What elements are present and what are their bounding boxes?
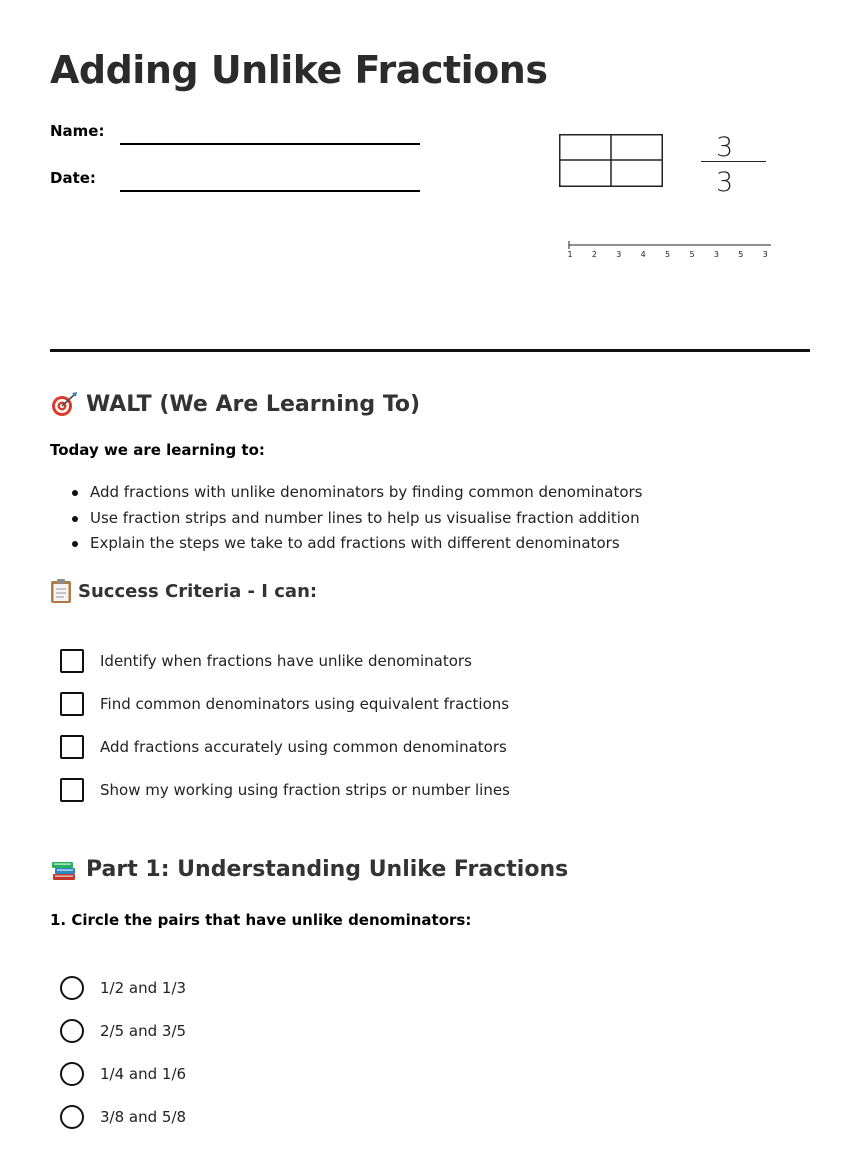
number-line-tick-label: 3	[616, 250, 622, 259]
number-line-image	[565, 238, 775, 262]
criteria-label: Show my working using fraction strips or number lines	[100, 781, 510, 799]
name-label: Name:	[50, 122, 105, 140]
success-criteria-heading	[50, 578, 317, 604]
option-label: 3/8 and 5/8	[100, 1108, 187, 1126]
criteria-checkbox[interactable]	[60, 649, 84, 673]
walt-heading	[50, 390, 420, 418]
criteria-row	[60, 734, 507, 760]
list-item: Use fraction strips and number lines to help us visualise fraction addition	[50, 508, 642, 534]
number-line-tick-label: 5	[738, 250, 744, 259]
number-line-tick-label: 3	[762, 250, 768, 259]
clipboard-icon	[50, 578, 72, 604]
fraction-denominator: 3	[716, 167, 734, 198]
walt-list	[50, 482, 642, 559]
number-line-tick-label: 2	[591, 250, 597, 259]
criteria-row	[60, 777, 510, 803]
page-title: Adding Unlike Fractions	[50, 48, 548, 92]
part1-heading	[50, 855, 568, 883]
bullet-icon	[72, 541, 78, 547]
number-line-tick-label: 5	[665, 250, 671, 259]
walt-heading-text: WALT (We Are Learning To)	[86, 391, 421, 417]
number-line-tick-label: 5	[689, 250, 695, 259]
bullet-icon	[72, 490, 78, 496]
option-circle[interactable]	[60, 1105, 84, 1129]
date-label: Date:	[50, 169, 96, 187]
criteria-label: Add fractions accurately using common denominators	[100, 738, 507, 756]
option-circle[interactable]	[60, 1062, 84, 1086]
option-circle[interactable]	[60, 976, 84, 1000]
target-icon	[50, 390, 78, 418]
part1-question: 1. Circle the pairs that have unlike denominators:	[50, 911, 472, 929]
option-label: 1/2 and 1/3	[100, 979, 187, 997]
fraction-bar	[701, 161, 766, 162]
criteria-row	[60, 648, 472, 674]
criteria-row	[60, 691, 509, 717]
list-item: Add fractions with unlike denominators by finding common denominators	[50, 482, 642, 508]
criteria-checkbox[interactable]	[60, 692, 84, 716]
fraction-numerator: 3	[716, 132, 734, 163]
books-icon	[50, 855, 78, 883]
number-line-tick-label: 1	[567, 250, 573, 259]
list-item: Explain the steps we take to add fractions with different denominators	[50, 533, 642, 559]
criteria-label: Find common denominators using equivalent fractions	[100, 695, 510, 713]
option-row	[60, 1061, 186, 1087]
number-line-tick-label: 4	[640, 250, 646, 259]
fraction-grid-image	[559, 134, 663, 187]
section-divider	[50, 349, 810, 352]
part1-heading-text: Part 1: Understanding Unlike Fractions	[86, 856, 569, 882]
option-row	[60, 1018, 186, 1044]
criteria-checkbox[interactable]	[60, 735, 84, 759]
option-label: 1/4 and 1/6	[100, 1065, 187, 1083]
success-criteria-heading-text: Success Criteria - I can:	[78, 580, 318, 602]
option-row	[60, 975, 186, 1001]
walt-intro: Today we are learning to:	[50, 441, 265, 459]
option-row	[60, 1104, 186, 1130]
number-line-tick-label: 3	[713, 250, 719, 259]
option-label: 2/5 and 3/5	[100, 1022, 187, 1040]
criteria-label: Identify when fractions have unlike denominators	[100, 652, 472, 670]
option-circle[interactable]	[60, 1019, 84, 1043]
bullet-icon	[72, 516, 78, 522]
criteria-checkbox[interactable]	[60, 778, 84, 802]
date-field[interactable]	[120, 190, 420, 192]
name-field[interactable]	[120, 143, 420, 145]
